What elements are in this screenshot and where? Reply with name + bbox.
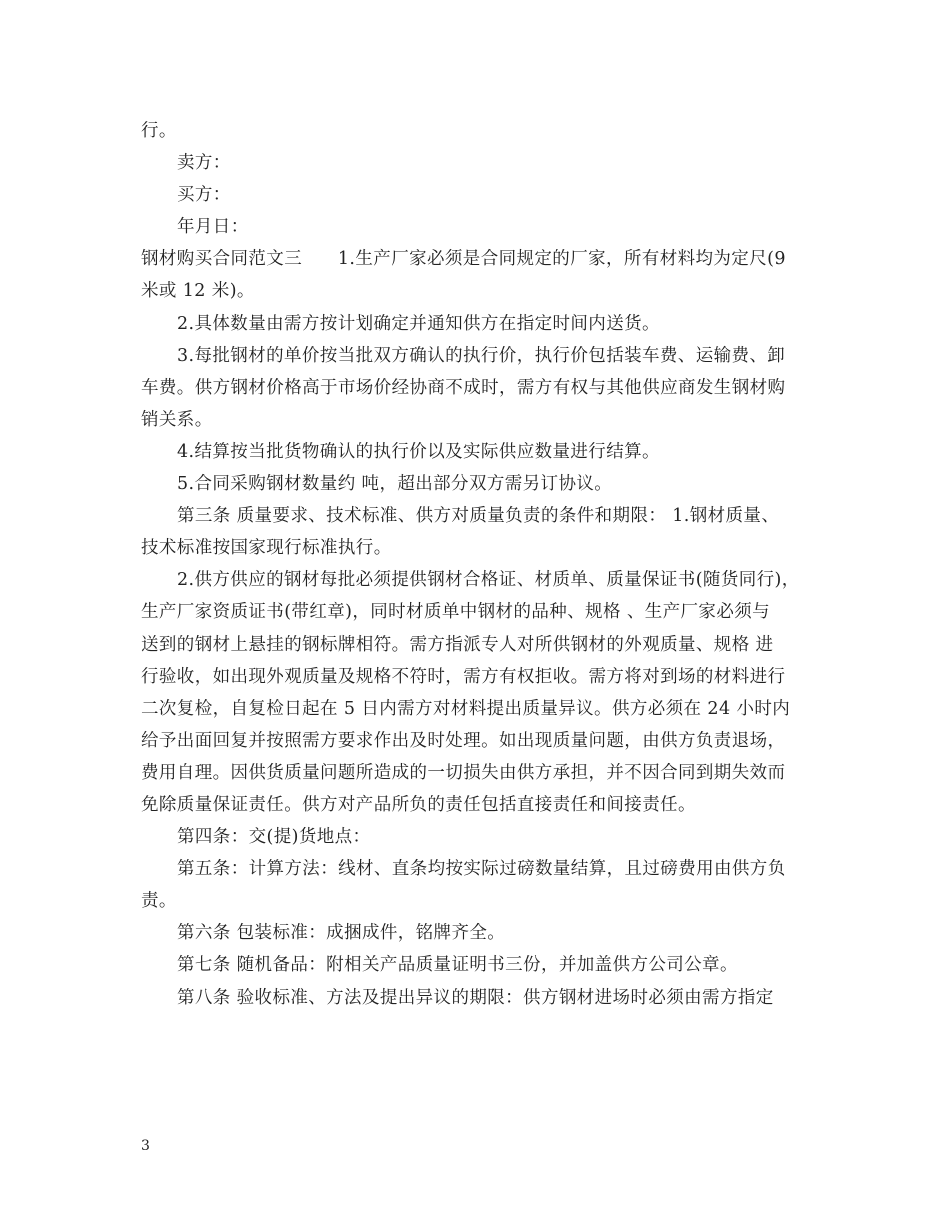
article-line: 第八条 验收标准、方法及提出异议的期限：供方钢材进场时必须由需方指定 — [177, 987, 774, 1008]
text-line: 销关系。 — [141, 409, 213, 430]
article-line: 第三条 质量要求、技术标准、供方对质量负责的条件和期限： 1.钢材质量、 — [177, 506, 780, 527]
seller-signature-line: 卖方： — [177, 153, 231, 174]
clause-line: 3.每批钢材的单价按当批双方确认的执行价，执行价包括装车费、运输费、卸 — [177, 345, 786, 366]
text-line: 行验收，如出现外观质量及规格不符时，需方有权拒收。需方将对到场的材料进行 — [141, 666, 786, 687]
clause-line: 2.具体数量由需方按计划确定并通知供方在指定时间内送货。 — [177, 313, 660, 334]
document-body — [141, 115, 827, 1014]
contract-section-title-line: 钢材购买合同范文三 1.生产厂家必须是合同规定的厂家，所有材料均为定尺(9 — [141, 249, 786, 270]
text-line: 生产厂家资质证书(带红章)，同时材质单中钢材的品种、规格 、生产厂家必须与 — [141, 602, 771, 623]
date-line: 年月日： — [177, 217, 249, 238]
buyer-signature-line: 买方： — [177, 185, 231, 206]
text-line: 车费。供方钢材价格高于市场价经协商不成时，需方有权与其他供应商发生钢材购 — [141, 377, 786, 398]
text-line: 费用自理。因供货质量问题所造成的一切损失由供方承担，并不因合同到期失效而 — [141, 762, 786, 783]
text-line: 技术标准按国家现行标准执行。 — [141, 538, 392, 559]
clause-line: 5.合同采购钢材数量约 吨，超出部分双方需另订协议。 — [177, 474, 613, 495]
article-line: 第六条 包装标准：成捆成件，铭牌齐全。 — [177, 923, 506, 944]
page-number: 3 — [141, 1138, 150, 1154]
article-line: 第四条：交(提)货地点： — [177, 827, 371, 848]
clause-line: 4.结算按当批货物确认的执行价以及实际供应数量进行结算。 — [177, 441, 660, 462]
text-line: 责。 — [141, 891, 177, 912]
text-line: 免除质量保证责任。供方对产品所负的责任包括直接责任和间接责任。 — [141, 794, 696, 815]
text-line: 行。 — [141, 121, 177, 141]
text-line: 给予出面回复并按照需方要求作出及时处理。如出现质量问题，由供方负责退场， — [141, 730, 786, 751]
text-line: 送到的钢材上悬挂的钢标牌相符。需方指派专人对所供钢材的外观质量、规格 进 — [141, 634, 774, 655]
article-line: 第七条 随机备品：附相关产品质量证明书三份，并加盖供方公司公章。 — [177, 955, 738, 976]
text-line: 二次复检，自复检日起在 5 日内需方对材料提出质量异议。供方必须在 24 小时内 — [141, 698, 791, 719]
article-line: 第五条：计算方法：线材、直条均按实际过磅数量结算，且过磅费用由供方负 — [177, 859, 786, 880]
clause-line: 2.供方供应的钢材每批必须提供钢材合格证、材质单、质量保证书(随货同行)， — [177, 570, 800, 591]
text-line: 米或 12 米)。 — [141, 281, 255, 302]
